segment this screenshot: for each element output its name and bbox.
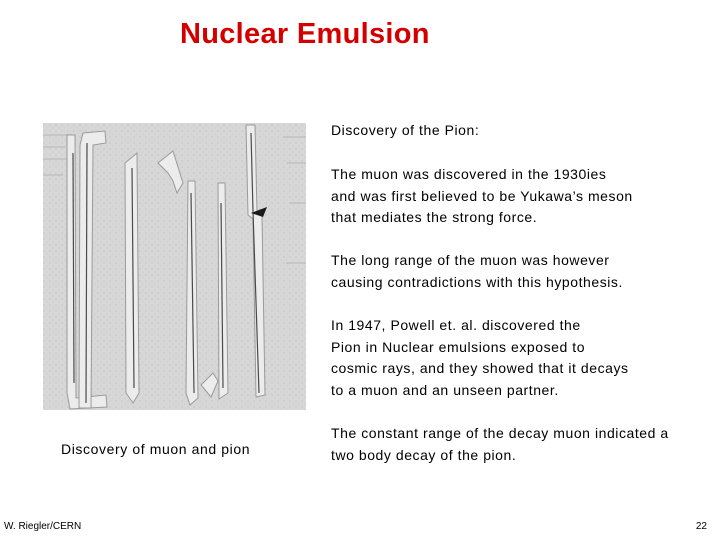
text-line: The long range of the muon was however [331,252,610,268]
emulsion-tracks-photo [43,123,306,410]
text-line: The muon was discovered in the 1930ies [331,166,607,182]
text-line: and was first believed to be Yukawa’s meson [331,187,633,204]
text-line: In 1947, Powell et. al. discovered the [331,317,581,333]
footer-author: W. Riegler/CERN [4,521,82,532]
paragraph-pion-discovery [331,315,703,401]
section-heading: Discovery of the Pion: [331,122,480,138]
text-line: The constant range of the decay muon indicated a [331,425,669,441]
text-line: causing contradictions with this hypothesis. [331,273,623,290]
text-line: Pion in Nuclear emulsions exposed to [331,338,586,355]
paragraph-two-body-decay [331,423,703,466]
paragraph-muon-discovery [331,164,703,229]
paragraph-muon-range [331,250,703,293]
figure-caption: Discovery of muon and pion [61,441,251,457]
text-line: cosmic rays, and they showed that it decays [331,360,629,376]
page-number: 22 [695,521,707,532]
text-line: two body decay of the pion. [331,446,517,463]
slide-title: Nuclear Emulsion [180,18,430,50]
text-line: to a muon and an unseen partner. [331,381,559,398]
text-line: that mediates the strong force. [331,209,538,225]
